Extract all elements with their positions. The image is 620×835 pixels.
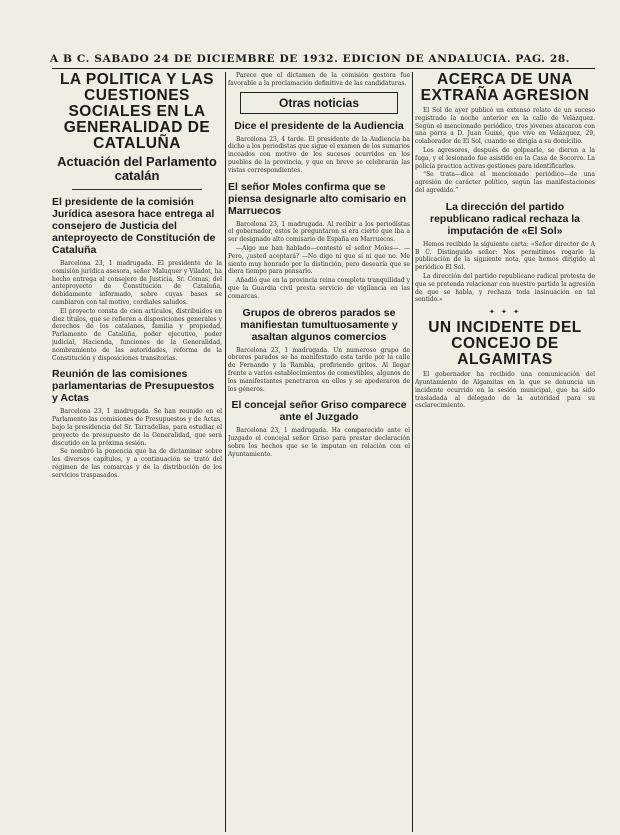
col1-headline-1: El presidente de la comisión Jurídica asesora hace entrega al consejero de Justicia del anteproyecto de Constitución de Cataluña xyxy=(52,196,216,256)
column-rule-2 xyxy=(412,72,413,832)
col3-title-2: UN INCIDENTE DEL CONCEJO DE ALGAMITAS xyxy=(428,319,582,369)
col2-section-box: Otras noticias xyxy=(240,92,398,114)
col3-paragraph-2: Los agresores, después de golpearle, se dieron a la fuga, y el lesionado fue asistido en la Casa de Socorro. La policía practica activas gestiones para identificarlos. xyxy=(415,146,595,170)
col1-paragraph-1: Barcelona 23, 1 madrugada. El presidente de la comisión jurídica asesora, señor Maluquer y Viladot, ha hecho entrega al consejero de Justicia, Sr. Comas, del anteproyecto de Constitución de Cataluña, debidamente informado, sobre cuyas bases se cambiaron con tal motivo, cordiales saludos. xyxy=(52,260,222,306)
column-1 xyxy=(52,72,222,832)
column-2 xyxy=(228,72,410,832)
masthead: A B C. SABADO 24 DE DICIEMBRE DE 1932. EDICION DE ANDALUCIA. PAG. 28. xyxy=(49,53,571,65)
col1-paragraph-2: El proyecto consta de cien artículos, distribuidos en diez títulos, que se refieren a disposiciones generales y derechos de los catalanes, familia y propiedad, Parlamento de Cataluña, poder ejecutivo, poder judicial, Hacienda, funciones de la Generalidad, nombramiento de las autoridades, reforma de la Constitución y disposiciones transitorias. xyxy=(52,307,222,362)
col3-paragraph-4: Hemos recibido la siguiente carta: «Señor director de A B C. Distinguido señor: Nos permitimos rogarle la publicación de la siguiente nota, que hemos dirigido al periódico El Sol. xyxy=(415,240,595,272)
col1-separator-1 xyxy=(72,189,202,190)
col1-headline-2: Reunión de las comisiones parlamentarias de Presupuestos y Actas xyxy=(52,368,215,405)
col2-headline-3: Grupos de obreros parados se manifiestan tumultuosamente y asaltan algunos comercios xyxy=(240,306,398,343)
col1-paragraph-4: Se nombró la ponencia que ha de dictaminar sobre los diversos capítulos, y a continuación se trató del régimen de las comarcas y de la distribución de los servicios traspasados. xyxy=(52,448,222,479)
col3-title: ACERCA DE UNA EXTRAÑA AGRESION xyxy=(420,72,590,104)
col3-paragraph-6: El gobernador ha recibido una comunicación del Ayuntamiento de Algamitas en la que se denuncia un incidente ocurrido en la sesión municipal, que ha sido trasladada al delegado de la autoridad para su esclarecimiento. xyxy=(415,371,595,410)
col3-headline-1: La dirección del partido republicano radical rechaza la imputación de «El Sol» xyxy=(430,200,580,237)
column-rule-1 xyxy=(225,72,226,832)
col2-paragraph-6: Barcelona 23, 1 madrugada. Ha comparecido ante el Juzgado el concejal señor Griso para prestar declaración sobre los hechos que se le imputan en relación con el Ayuntamiento. xyxy=(228,427,410,458)
col2-paragraph-3: —Algo me han hablado—contestó el señor Moles—. —Pero, ¿usted aceptará? —No digo ni que sí ni que no. Me siento muy honrado por la distinción, pero desearía que se diera tiempo para pensarlo. xyxy=(228,244,410,276)
col1-title: LA POLITICA Y LAS CUESTIONES SOCIALES EN LA GENERALIDAD DE CATALUÑA xyxy=(59,72,215,152)
col2-paragraph-1: Barcelona 23, 4 tarde. El presidente de la Audiencia ha dicho a los periodistas que sigue el examen de los sumarios incoados con motivo de los sucesos ocurridos en los pueblos de la provincia, y que en breve se celebrarán las vistas correspondientes. xyxy=(228,135,410,174)
col3-paragraph-5: La dirección del partido republicano radical protesta de que se pretenda relacionar con nuestro partido la agresión de que se habla, y rechaza toda insinuación en tal sentido.» xyxy=(415,272,595,304)
col1-paragraph-3: Barcelona 23, 1 madrugada. Se han reunido en el Parlamento las comisiones de Presupuestos y de Actas, bajo la presidencia del Sr. Tarradellas, para estudiar el proyecto de presupuesto de la Generalidad, que será discutido en la próxima sesión. xyxy=(52,408,222,447)
col1-subtitle: Actuación del Parlamento catalán xyxy=(57,154,217,183)
col2-headline-2: El señor Moles confirma que se piensa designarle alto comisario en Marruecos xyxy=(228,180,406,217)
col2-headline-4: El concejal señor Griso comparece ante el Juzgado xyxy=(231,399,407,424)
col3-paragraph-1: El Sol de ayer publicó un extenso relato de un suceso registrado la noche anterior en la calle de Velázquez. Según el mencionado periódico, tres jóvenes atacaron con una porra a D. Juan Guixé, que vive en Velázquez, 29, colaborador de El Sol, cuando se dirigía a su domicilio. xyxy=(415,107,595,146)
col2-paragraph-5: Barcelona 23, 1 madrugada. Un numeroso grupo de obreros parados se ha manifestado esta tarde por la calle de Fernando y la Rambla, profiriendo gritos. Al llegar frente a varios establecimientos de comestibles, algunos de los manifestantes penetraron en ellos y se apoderaron de los géneros. xyxy=(228,346,410,393)
col2-headline-1: Dice el presidente de la Audiencia xyxy=(234,119,404,132)
column-3 xyxy=(415,72,595,832)
col2-intro: Parece que el dictamen de la comisión gestora fue favorable a la proclamación definitiva de las candidaturas. xyxy=(228,72,410,87)
col2-paragraph-2: Barcelona 23, 1 madrugada. Al recibir a los periodistas el gobernador, éstos le preguntaron si era cierto que iba a ser designado alto comisario de España en Marruecos. xyxy=(228,220,410,244)
col2-paragraph-4: Añadió que en la provincia reina completa tranquilidad y que la Guardia civil presta servicio de vigilancia en las comarcas. xyxy=(228,277,410,300)
masthead-rule xyxy=(52,68,595,69)
ornament-divider: ✦ ✦ ✦ xyxy=(488,308,522,317)
col3-paragraph-3: “Se trata—dice el mencionado periódico—de una agresión de carácter político, según las manifestaciones del agredido.” xyxy=(415,171,595,194)
